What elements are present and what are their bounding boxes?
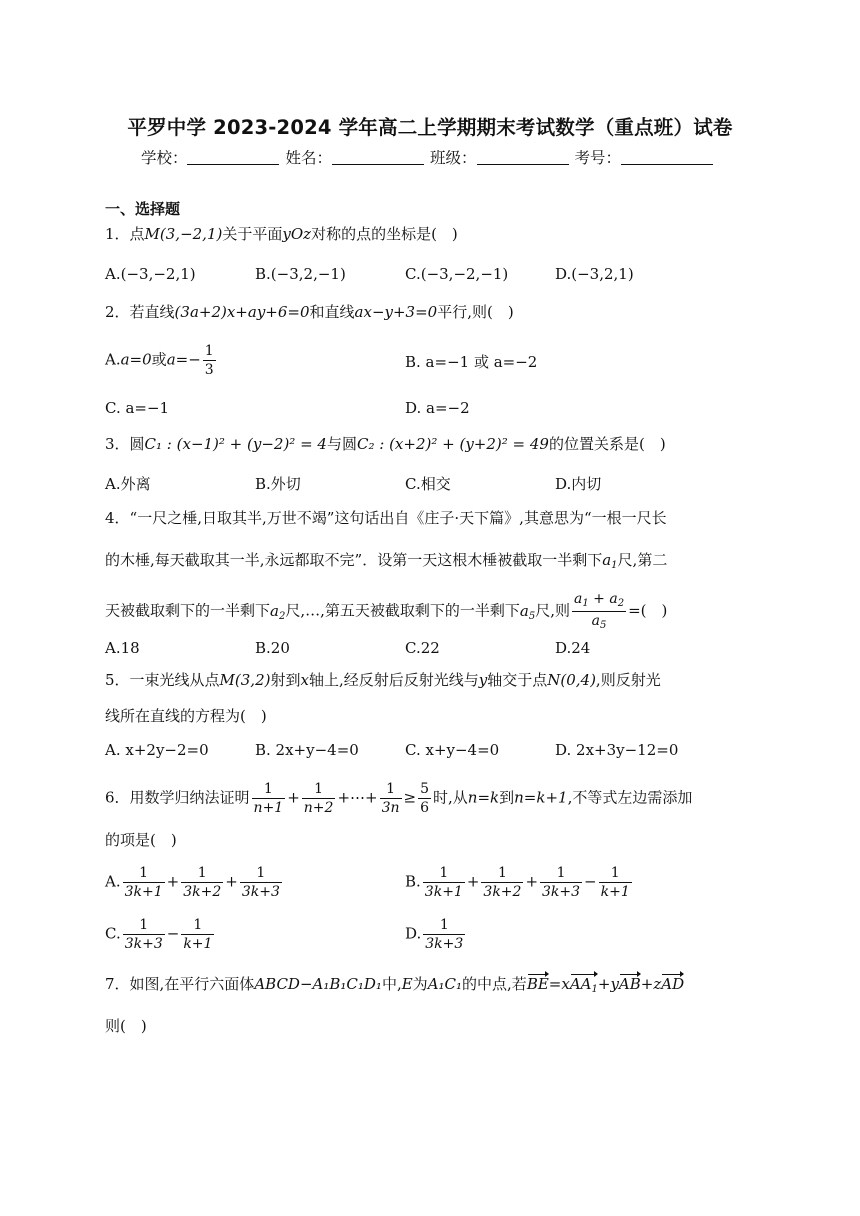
- q2-option-b[interactable]: B. a=−1 或 a=−2: [405, 353, 538, 371]
- question-4-line-2: 的木棰,每天截取其一半,永远都取不完”．设第一天这根木棰被截取一半剩下$a_1$尺,第二: [105, 551, 668, 571]
- q2-option-a[interactable]: A.a=0或a=− $\frac{1}{3}$: [105, 343, 214, 378]
- q5-option-c[interactable]: C. x+y−4=0: [405, 741, 500, 759]
- q5-option-a[interactable]: A. x+2y−2=0: [105, 741, 209, 759]
- question-5-line-1: 5．一束光线从点M(3,2)射到x轴上,经反射后反射光线与y轴交于点N(0,4),则反射光: [105, 671, 661, 689]
- q6-option-c[interactable]: C. $\frac{1}{3k+3}$ − $\frac{1}{k+1}$: [105, 917, 213, 952]
- question-4-line-3: 天被截取剩下的一半剩下$a_2$尺,…,第五天被截取剩下的一半剩下$a_5$尺,则 $\frac{a_1 + a_2}{a_5}$ =( ): [105, 591, 668, 631]
- vector-equation: BE=xAA$_1$+yAB+zAD: [527, 975, 684, 993]
- q3-option-a[interactable]: A.外离: [105, 475, 151, 493]
- question-3-stem: 3．圆C₁ : (x−1)² + (y−2)² = 4与圆C₂ : (x+2)² + (y+2)² = 49的位置关系是( ): [105, 435, 666, 453]
- fraction: $\frac{1}{3}$: [204, 343, 214, 378]
- point-m: M(3,−2,1): [144, 225, 223, 243]
- q6-option-a[interactable]: A. $\frac{1}{3k+1}$ + $\frac{1}{3k+2}$ + $\frac{1}{3k+3}$: [105, 865, 280, 900]
- name-blank[interactable]: [332, 149, 424, 165]
- q3-option-c[interactable]: C.相交: [405, 475, 451, 493]
- school-blank[interactable]: [187, 149, 279, 165]
- q1-option-d[interactable]: D.(−3,2,1): [555, 265, 634, 283]
- q4-option-c[interactable]: C.22: [405, 639, 440, 657]
- plane-yoz: yOz: [282, 225, 312, 243]
- class-blank[interactable]: [477, 149, 569, 165]
- question-4-line-1: 4．“一尺之棰,日取其半,万世不竭”这句话出自《庄子·天下篇》,其意思为“一根一尺长: [105, 509, 667, 527]
- class-label: 班级：: [430, 149, 477, 167]
- student-info-line: [0, 146, 860, 168]
- question-1-stem: 1．点M(3,−2,1)关于平面yOz对称的点的坐标是( ): [105, 225, 458, 243]
- q1-option-c[interactable]: C.(−3,−2,−1): [405, 265, 509, 283]
- q6-option-d[interactable]: D. $\frac{1}{3k+3}$: [405, 917, 464, 952]
- question-2-stem: 2．若直线(3a+2)x+ay+6=0和直线ax−y+3=0平行,则( ): [105, 303, 514, 321]
- q5-option-d[interactable]: D. 2x+3y−12=0: [555, 741, 679, 759]
- id-blank[interactable]: [621, 149, 713, 165]
- question-5-line-2: 线所在直线的方程为( ): [105, 707, 267, 725]
- question-6-line-1: 6．用数学归纳法证明 $\frac{1}{n+1}$ + $\frac{1}{n+2}$ +⋯+ $\frac{1}{3n}$ ≥ $\frac{5}{6}$ 时,从n=k到n=k+1,不等式左边需添加: [105, 781, 693, 816]
- q3-option-b[interactable]: B.外切: [255, 475, 301, 493]
- name-label: 姓名：: [285, 149, 332, 167]
- q5-option-b[interactable]: B. 2x+y−4=0: [255, 741, 359, 759]
- q4-option-b[interactable]: B.20: [255, 639, 290, 657]
- q1-option-b[interactable]: B.(−3,2,−1): [255, 265, 346, 283]
- q4-option-d[interactable]: D.24: [555, 639, 591, 657]
- id-label: 考号：: [574, 149, 622, 167]
- exam-title: 平罗中学 2023-2024 学年高二上学期期末考试数学（重点班）试卷: [127, 116, 733, 139]
- q2-option-d[interactable]: D. a=−2: [405, 399, 470, 417]
- q2-option-c[interactable]: C. a=−1: [105, 399, 170, 417]
- q1-option-a[interactable]: A.(−3,−2,1): [105, 265, 196, 283]
- fraction: $\frac{a_1 + a_2}{a_5}$: [574, 591, 625, 631]
- question-7-line-2: 则( ): [105, 1017, 147, 1035]
- section-heading: 一、选择题: [105, 200, 181, 218]
- school-label: 学校：: [140, 149, 188, 167]
- q4-option-a[interactable]: A.18: [105, 639, 140, 657]
- q6-option-b[interactable]: B. $\frac{1}{3k+1}$ + $\frac{1}{3k+2}$ + $\frac{1}{3k+3}$ − $\frac{1}{k+1}$: [405, 865, 630, 900]
- question-6-line-2: 的项是( ): [105, 831, 177, 849]
- question-7-line-1: 7．如图,在平行六面体ABCD−A₁B₁C₁D₁中,E为A₁C₁的中点,若BE=xAA$_1$+yAB+zAD: [105, 974, 684, 1000]
- q3-option-d[interactable]: D.内切: [555, 475, 602, 493]
